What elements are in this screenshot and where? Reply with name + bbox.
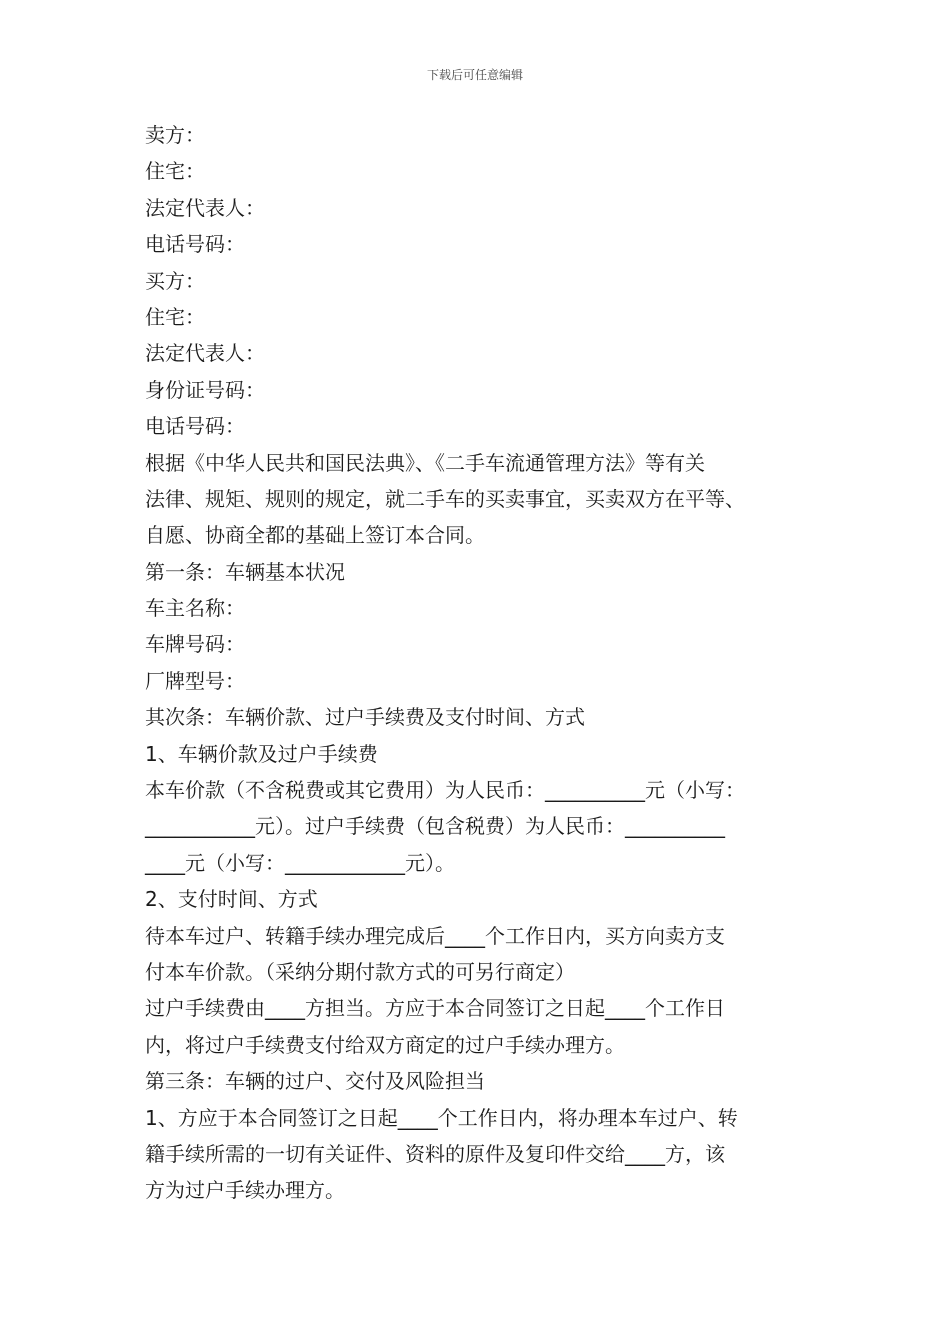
article-2-heading: 其次条：车辆价款、过户手续费及支付时间、方式 xyxy=(145,705,585,730)
section-2-2-heading: 2、支付时间、方式 xyxy=(145,887,318,912)
preamble-line: 根据《中华人民共和国民法典》、《二手车流通管理方法》等有关 xyxy=(145,450,705,475)
plate-number-label: 车牌号码： xyxy=(145,632,245,657)
payment-clause-line: 付本车价款。（采纳分期付款方式的可另行商定） xyxy=(145,959,575,984)
price-clause-line: 本车价款（不含税费或其它费用）为人民币：__________元（小写： xyxy=(145,778,745,803)
seller-legal-rep-label: 法定代表人： xyxy=(145,195,265,220)
section-2-1-heading: 1、车辆价款及过户手续费 xyxy=(145,741,378,766)
buyer-id-number-label: 身份证号码： xyxy=(145,377,265,402)
article-1-heading: 第一条：车辆基本状况 xyxy=(145,559,345,584)
preamble-line: 法律、规矩、规则的规定，就二手车的买卖事宜，买卖双方在平等、 xyxy=(145,486,745,511)
seller-label: 卖方： xyxy=(145,123,205,147)
seller-address-label: 住宅： xyxy=(145,159,205,184)
price-clause-line: ____元（小写：____________元）。 xyxy=(145,850,455,875)
preamble-line: 自愿、协商全都的基础上签订本合同。 xyxy=(145,523,485,548)
brand-model-label: 厂牌型号： xyxy=(145,668,245,693)
buyer-label: 买方： xyxy=(145,268,205,293)
transfer-clause-line: 籍手续所需的一切有关证件、资料的原件及复印件交给____方，该 xyxy=(145,1141,725,1166)
document-body xyxy=(145,117,831,1209)
buyer-legal-rep-label: 法定代表人： xyxy=(145,341,265,366)
transfer-clause-line: 1、方应于本合同签订之日起____个工作日内，将办理本车过户、转 xyxy=(145,1105,738,1130)
price-clause-line: ___________元）。过户手续费（包含税费）为人民币：__________ xyxy=(145,814,725,839)
page-header-note: 下载后可任意编辑 xyxy=(426,68,523,82)
owner-name-label: 车主名称： xyxy=(145,596,245,621)
transfer-clause-line: 方为过户手续办理方。 xyxy=(145,1178,345,1203)
article-3-heading: 第三条：车辆的过户、交付及风险担当 xyxy=(145,1069,485,1094)
fee-clause-line: 过户手续费由____方担当。方应于本合同签订之日起____个工作日 xyxy=(145,996,725,1021)
fee-clause-line: 内，将过户手续费支付给双方商定的过户手续办理方。 xyxy=(145,1032,625,1057)
buyer-phone-label: 电话号码： xyxy=(145,414,245,439)
payment-clause-line: 待本车过户、转籍手续办理完成后____个工作日内，买方向卖方支 xyxy=(145,923,725,948)
seller-phone-label: 电话号码： xyxy=(145,232,245,257)
buyer-address-label: 住宅： xyxy=(145,304,205,329)
